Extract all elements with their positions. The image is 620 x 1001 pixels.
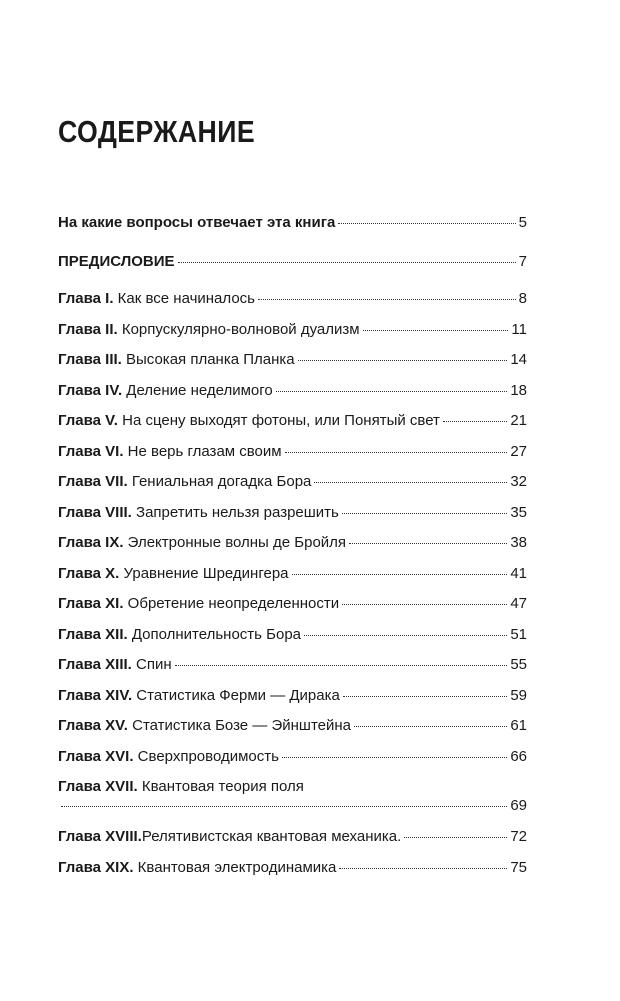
chapter-label: Глава XII.	[58, 626, 128, 643]
toc-entry	[58, 290, 527, 308]
toc-entry	[58, 656, 527, 674]
chapter-label: Глава II.	[58, 321, 118, 338]
dot-leader	[258, 299, 516, 300]
chapter-label: Глава XVI.	[58, 748, 134, 765]
toc-entry-title: Корпускулярно-волновой дуализм	[117, 321, 360, 338]
toc-entry-page: 66	[510, 748, 527, 765]
chapter-label: Глава VI.	[58, 443, 124, 460]
toc-entry	[58, 382, 527, 400]
toc-entry	[58, 321, 527, 339]
toc-entry	[58, 253, 527, 271]
toc-entry	[58, 748, 527, 766]
toc-entry-page: 75	[510, 859, 527, 876]
chapter-label: Глава III.	[58, 351, 122, 368]
chapter-label: Глава XIV.	[58, 687, 133, 704]
dot-leader	[443, 421, 507, 422]
dot-leader	[282, 757, 507, 758]
chapter-label: Глава XVIII.	[58, 828, 142, 845]
toc-entry-page: 32	[510, 473, 527, 490]
chapter-label: Глава XV.	[58, 717, 128, 734]
dot-leader	[363, 330, 509, 331]
chapter-label: Глава XIX.	[58, 859, 134, 876]
toc-entry	[58, 504, 527, 522]
dot-leader	[314, 482, 507, 483]
toc-entry-page: 38	[510, 534, 527, 551]
chapter-label: Глава IV.	[58, 382, 123, 399]
toc-entry-title: Сверхпроводимость	[133, 748, 279, 765]
toc-entry-page: 7	[518, 253, 527, 270]
toc-entry-page: 51	[510, 626, 527, 643]
toc-entry	[58, 412, 527, 430]
toc-entry-page: 14	[510, 351, 527, 368]
dot-leader	[354, 726, 507, 727]
toc-entry-title: Запретить нельзя разрешить	[131, 504, 339, 521]
dot-leader	[285, 452, 508, 453]
toc-entry-title: Дополнительность Бора	[127, 626, 302, 643]
dot-leader	[404, 837, 507, 838]
dot-leader	[276, 391, 508, 392]
toc-entry-title: Не верь глазам своим	[123, 443, 282, 460]
toc-entry-page: 47	[510, 595, 527, 612]
toc-entry-title: ПРЕДИСЛОВИЕ	[58, 253, 175, 270]
dot-leader	[175, 665, 508, 666]
dot-leader	[61, 806, 507, 807]
chapter-label: Глава XIII.	[58, 656, 132, 673]
toc-entry	[58, 565, 527, 583]
toc-entry-title: Гениальная догадка Бора	[127, 473, 312, 490]
toc-entry-title: Электронные волны де Бройля	[123, 534, 347, 551]
toc-entry	[58, 687, 527, 705]
chapter-label: Глава XVII.	[58, 778, 138, 795]
toc-entry-page: 8	[518, 290, 527, 307]
toc-entry-title: Спин	[131, 656, 172, 673]
toc-entry-page: 59	[510, 687, 527, 704]
toc-entry-page: 21	[510, 412, 527, 429]
toc-entry-page: 72	[510, 828, 527, 845]
toc-entry	[58, 595, 527, 613]
toc-entry	[58, 443, 527, 461]
toc-entry-title: Высокая планка Планка	[121, 351, 295, 368]
toc-entry-page: 11	[511, 321, 527, 338]
toc-entry-title: Квантовая электродинамика	[133, 859, 337, 876]
toc-entry	[58, 534, 527, 552]
toc-entry	[58, 214, 527, 232]
toc-entry-title: Уравнение Шредингера	[119, 565, 289, 582]
toc-entry-title: Деление неделимого	[122, 382, 273, 399]
toc-entry-title: Как все начиналось	[113, 290, 255, 307]
toc-entry-title: Статистика Ферми — Дирака	[132, 687, 340, 704]
toc-entry-page: 61	[510, 717, 527, 734]
dot-leader	[292, 574, 508, 575]
toc-entry-page: 18	[510, 382, 527, 399]
toc-entry-title: Релятивистская квантовая механика.	[141, 828, 402, 845]
dot-leader	[342, 604, 507, 605]
chapter-label: Глава IX.	[58, 534, 124, 551]
dot-leader	[304, 635, 507, 636]
dot-leader	[298, 360, 508, 361]
dot-leader	[338, 223, 515, 224]
toc-entry-title: Квантовая теория поля	[137, 778, 304, 795]
toc-entry	[58, 351, 527, 369]
chapter-label: Глава X.	[58, 565, 120, 582]
toc-entry	[58, 626, 527, 644]
toc-entry-page: 27	[510, 443, 527, 460]
toc-entry-page: 69	[510, 797, 527, 814]
chapter-label: Глава I.	[58, 290, 114, 307]
toc-entry-page: 41	[510, 565, 527, 582]
toc-entry-page: 35	[510, 504, 527, 521]
toc-entry-title: Статистика Бозе — Эйнштейна	[127, 717, 352, 734]
toc-entry-page: 55	[510, 656, 527, 673]
toc-entry	[58, 717, 527, 735]
toc-entry	[58, 473, 527, 491]
dot-leader	[343, 696, 507, 697]
dot-leader	[342, 513, 507, 514]
toc-entry	[58, 828, 527, 846]
toc-entry-title: Обретение неопределенности	[123, 595, 340, 612]
toc-entry	[58, 859, 527, 877]
chapter-label: Глава VII.	[58, 473, 128, 490]
chapter-label: Глава VIII.	[58, 504, 132, 521]
dot-leader	[339, 868, 507, 869]
dot-leader	[178, 262, 516, 263]
page-title: СОДЕРЖАНИЕ	[58, 114, 256, 149]
toc-entry-title: На какие вопросы отвечает эта книга	[58, 214, 336, 231]
chapter-label: Глава V.	[58, 412, 118, 429]
toc-entry-title: На сцену выходят фотоны, или Понятый свет	[117, 412, 440, 429]
chapter-label: Глава XI.	[58, 595, 124, 612]
toc-entry-page: 5	[518, 214, 527, 231]
dot-leader	[349, 543, 507, 544]
